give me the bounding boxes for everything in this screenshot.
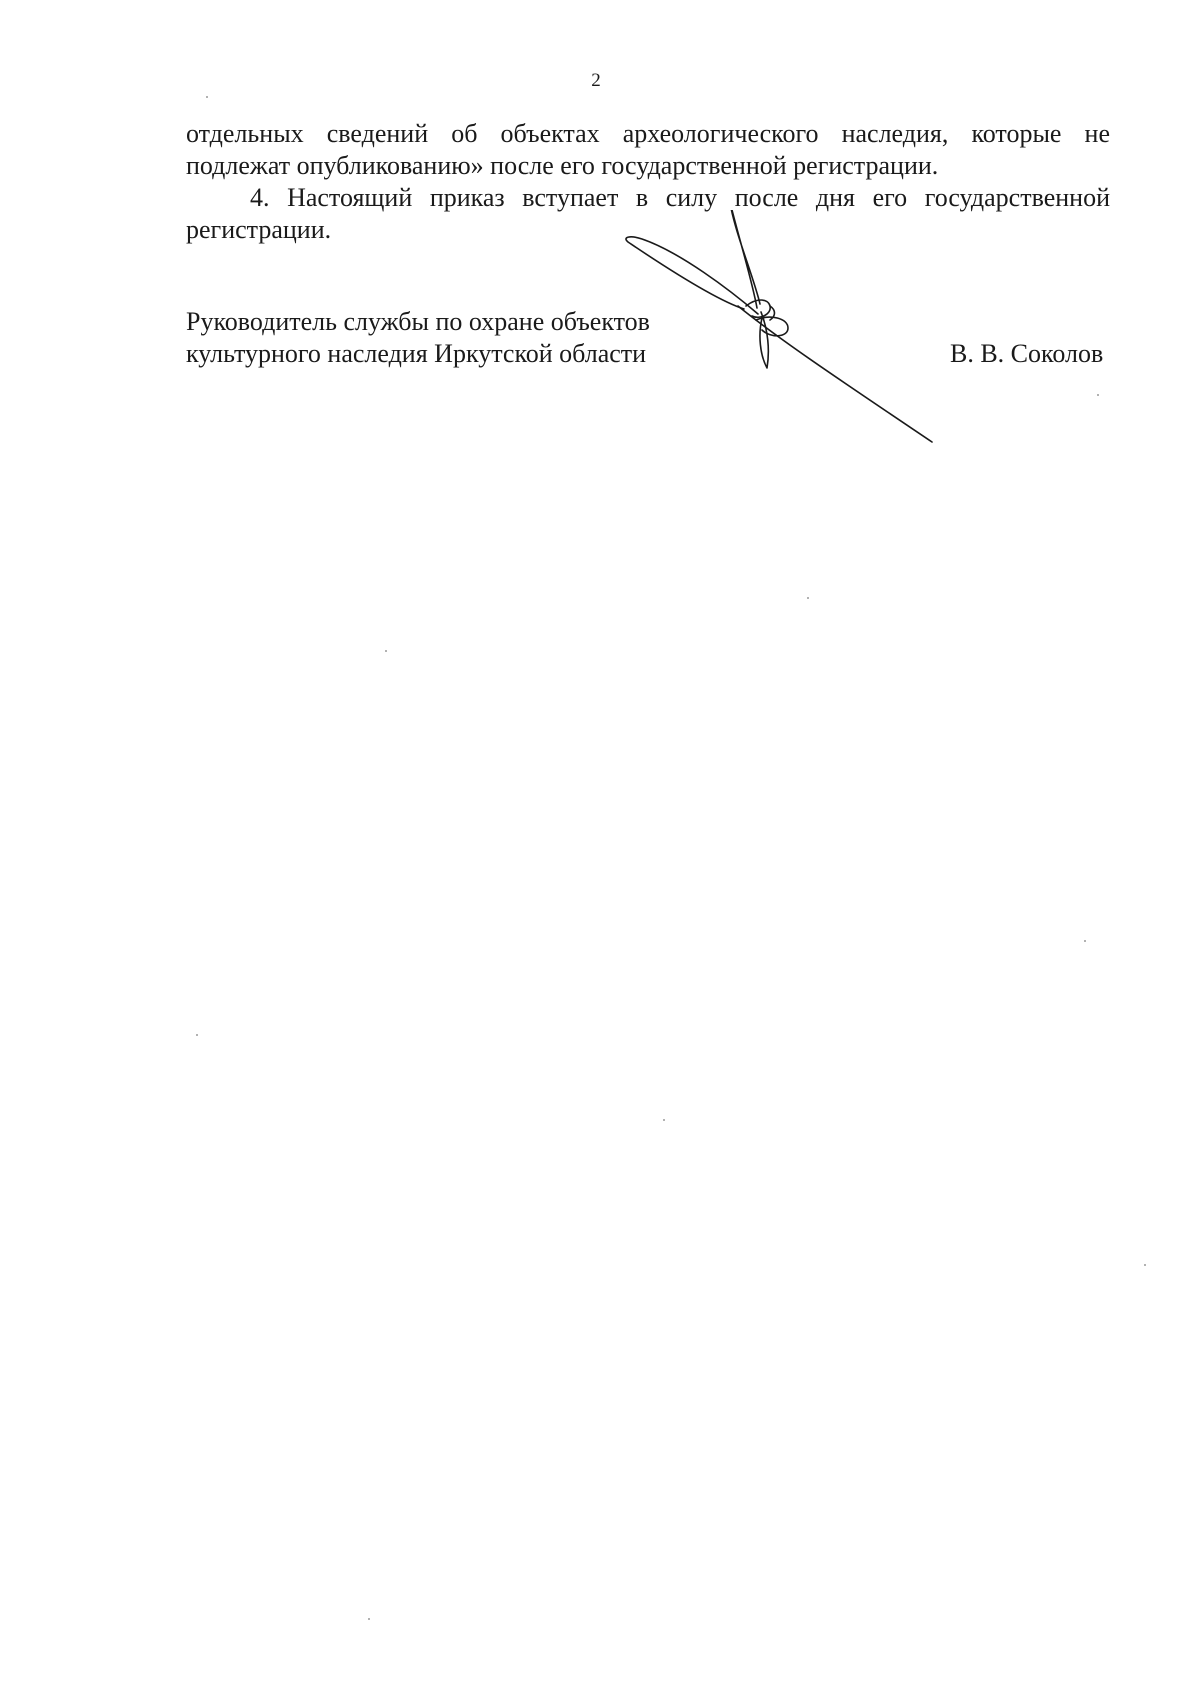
scan-speck [663, 1119, 665, 1121]
signatory-position [186, 306, 650, 370]
scan-speck [807, 597, 809, 599]
signatory-name: В. В. Соколов [950, 339, 1104, 368]
scan-speck [1084, 940, 1086, 942]
page-number: 2 [591, 70, 601, 91]
handwritten-signature [620, 210, 940, 450]
scan-speck [1144, 1264, 1146, 1266]
paragraph-line: регистрации. [186, 215, 332, 244]
position-line: культурного наследия Иркутской области [186, 339, 647, 368]
scan-speck [368, 1618, 370, 1620]
position-line: Руководитель службы по охране объектов [186, 307, 650, 336]
scan-speck [1097, 394, 1099, 396]
scan-speck [196, 1034, 198, 1036]
paragraph-line: отдельных сведений об объектах археологического наследия, которые не [186, 119, 1110, 148]
scan-speck [206, 96, 208, 98]
paragraph-line: подлежат опубликованию» после его государственной регистрации. [186, 151, 939, 180]
paragraph-line: 4. Настоящий приказ вступает в силу после дня его государственной [250, 183, 1110, 212]
scan-speck [385, 650, 387, 652]
